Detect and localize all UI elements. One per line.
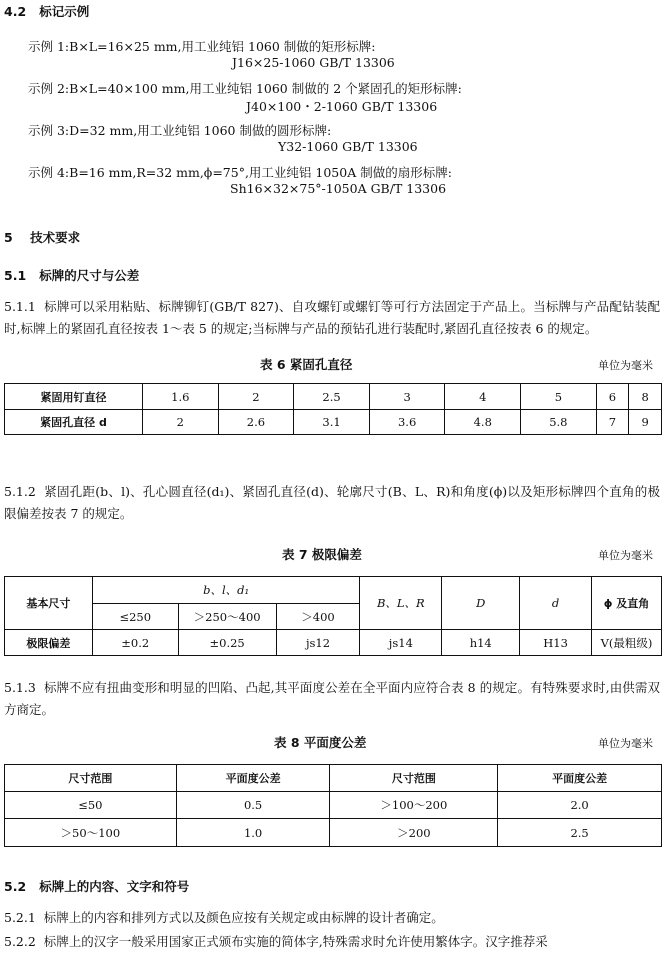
header-cell: d bbox=[520, 577, 592, 630]
paragraph-5-1-1 bbox=[4, 296, 660, 340]
table-cell: 2.5 bbox=[498, 819, 662, 847]
example-4-code: Sh16×32×75°-1050A GB/T 13306 bbox=[230, 181, 447, 196]
table-cell: 3 bbox=[369, 384, 445, 410]
table-cell: ±0.2 bbox=[92, 630, 178, 656]
paragraph-5-1-2 bbox=[4, 481, 660, 525]
section-5-1-heading bbox=[4, 266, 139, 284]
example-desc: B=16 mm,R=32 mm,ϕ=75°,用工业纯铝 1050A 制做的扇形标牌: bbox=[69, 165, 452, 180]
table-cell: 7 bbox=[596, 410, 629, 435]
table-cell: 紧固孔直径 d bbox=[5, 410, 143, 435]
header-cell: ＞400 bbox=[276, 604, 360, 630]
paragraph-number: 5.1.2 bbox=[4, 484, 36, 499]
table-6-title: 表 6 紧固孔直径 bbox=[260, 357, 353, 372]
table-cell: 极限偏差 bbox=[5, 630, 93, 656]
table-cell: 1.6 bbox=[143, 384, 219, 410]
table-7-unit: 单位为毫米 bbox=[598, 549, 653, 562]
example-label: 示例 3: bbox=[28, 123, 70, 138]
table-6 bbox=[4, 383, 662, 435]
paragraph-number: 5.1.3 bbox=[4, 680, 36, 695]
paragraph-5-2-1 bbox=[4, 908, 444, 926]
table-cell: 0.5 bbox=[176, 792, 330, 819]
example-desc: B×L=16×25 mm,用工业纯铝 1060 制做的矩形标牌: bbox=[69, 39, 376, 54]
header-cell: 尺寸范围 bbox=[5, 765, 177, 792]
header-cell: ＞250～400 bbox=[178, 604, 276, 630]
header-cell: 基本尺寸 bbox=[5, 577, 93, 630]
header-cell: b、l、d₁ bbox=[92, 577, 360, 604]
example-4 bbox=[28, 163, 452, 181]
header-cell: ϕ 及直角 bbox=[592, 577, 662, 630]
table-cell: 2.0 bbox=[498, 792, 662, 819]
table-cell: js12 bbox=[276, 630, 360, 656]
example-label: 示例 2: bbox=[28, 81, 70, 96]
example-2-code: J40×100・2-1060 GB/T 13306 bbox=[246, 99, 438, 114]
table-cell: h14 bbox=[442, 630, 520, 656]
header-cell: ≤250 bbox=[92, 604, 178, 630]
table-cell: 4 bbox=[445, 384, 521, 410]
example-desc: D=32 mm,用工业纯铝 1060 制做的圆形标牌: bbox=[69, 123, 332, 138]
table-cell: V(最粗级) bbox=[592, 630, 662, 656]
section-title: 标牌的尺寸与公差 bbox=[39, 268, 140, 283]
header-cell: B、L、R bbox=[360, 577, 442, 630]
section-5-heading bbox=[4, 228, 80, 246]
table-6-unit: 单位为毫米 bbox=[598, 359, 653, 372]
example-3 bbox=[28, 121, 331, 139]
table-cell: 5 bbox=[521, 384, 597, 410]
example-2 bbox=[28, 79, 462, 97]
header-cell: 平面度公差 bbox=[176, 765, 330, 792]
table-row bbox=[5, 384, 662, 410]
section-number: 5.2 bbox=[4, 879, 27, 894]
table-cell: ≤50 bbox=[5, 792, 177, 819]
paragraph-number: 5.2.2 bbox=[4, 934, 36, 949]
table-cell: 4.8 bbox=[445, 410, 521, 435]
example-desc: B×L=40×100 mm,用工业纯铝 1060 制做的 2 个紧固孔的矩形标牌: bbox=[69, 81, 462, 96]
table-cell: 8 bbox=[629, 384, 662, 410]
section-4-2-heading bbox=[4, 2, 89, 20]
table-cell: 3.1 bbox=[294, 410, 370, 435]
table-cell: ＞50～100 bbox=[5, 819, 177, 847]
paragraph-text: 紧固孔距(b、l)、孔心圆直径(d₁)、紧固孔直径(d)、轮廓尺寸(B、L、R)和角度(ϕ)以及矩形标牌四个直角的极限偏差按表 7 的规定。 bbox=[4, 484, 661, 521]
table-cell: 1.0 bbox=[176, 819, 330, 847]
table-cell: 6 bbox=[596, 384, 629, 410]
paragraph-text: 标牌上的汉字一般采用国家正式颁布实施的简体字,特殊需求时允许使用繁体字。汉字推荐采 bbox=[43, 934, 548, 949]
paragraph-5-2-2 bbox=[4, 932, 548, 950]
table-header-row bbox=[5, 577, 662, 604]
header-cell: 尺寸范围 bbox=[330, 765, 498, 792]
example-1-code: J16×25-1060 GB/T 13306 bbox=[232, 55, 395, 70]
table-cell: js14 bbox=[360, 630, 442, 656]
table-cell: ＞100～200 bbox=[330, 792, 498, 819]
table-row bbox=[5, 792, 662, 819]
example-label: 示例 4: bbox=[28, 165, 70, 180]
table-row bbox=[5, 630, 662, 656]
table-8-title: 表 8 平面度公差 bbox=[274, 735, 367, 750]
header-cell: 平面度公差 bbox=[498, 765, 662, 792]
table-cell: 3.6 bbox=[369, 410, 445, 435]
paragraph-text: 标牌不应有扭曲变形和明显的凹陷、凸起,其平面度公差在全平面内应符合表 8 的规定。有特殊要求时,由供需双方商定。 bbox=[4, 680, 660, 717]
example-label: 示例 1: bbox=[28, 39, 70, 54]
table-cell: 2 bbox=[218, 384, 294, 410]
table-8 bbox=[4, 764, 662, 847]
table-cell: ±0.25 bbox=[178, 630, 276, 656]
header-cell: D bbox=[442, 577, 520, 630]
paragraph-5-1-3 bbox=[4, 677, 660, 721]
table-cell: ＞200 bbox=[330, 819, 498, 847]
table-row bbox=[5, 819, 662, 847]
table-cell: 紧固用钉直径 bbox=[5, 384, 143, 410]
section-number: 5.1 bbox=[4, 268, 27, 283]
section-title: 标记示例 bbox=[39, 4, 90, 19]
table-cell: 9 bbox=[629, 410, 662, 435]
section-number: 4.2 bbox=[4, 4, 27, 19]
section-number: 5 bbox=[4, 230, 13, 245]
table-8-unit: 单位为毫米 bbox=[598, 737, 653, 750]
paragraph-text: 标牌可以采用粘贴、标牌铆钉(GB/T 827)、自攻螺钉或螺钉等可行方法固定于产品上。当标牌与产品配钻装配时,标牌上的紧固孔直径按表 1～表 5 的规定;当标牌与产品的预钻孔进行装配时,紧固孔直径按表 6 的规定。 bbox=[4, 299, 660, 336]
example-1 bbox=[28, 37, 375, 55]
paragraph-number: 5.1.1 bbox=[4, 299, 36, 314]
table-7-title: 表 7 极限偏差 bbox=[282, 547, 362, 562]
table-7 bbox=[4, 576, 662, 656]
table-header-row bbox=[5, 765, 662, 792]
table-cell: 2 bbox=[143, 410, 219, 435]
table-cell: 5.8 bbox=[521, 410, 597, 435]
table-cell: 2.5 bbox=[294, 384, 370, 410]
section-5-2-heading bbox=[4, 877, 189, 895]
example-3-code: Y32-1060 GB/T 13306 bbox=[278, 139, 418, 154]
section-title: 标牌上的内容、文字和符号 bbox=[39, 879, 190, 894]
table-cell: H13 bbox=[520, 630, 592, 656]
section-title: 技术要求 bbox=[30, 230, 81, 245]
table-row bbox=[5, 410, 662, 435]
paragraph-number: 5.2.1 bbox=[4, 910, 36, 925]
table-cell: 2.6 bbox=[218, 410, 294, 435]
paragraph-text: 标牌上的内容和排列方式以及颜色应按有关规定或由标牌的设计者确定。 bbox=[43, 910, 444, 925]
